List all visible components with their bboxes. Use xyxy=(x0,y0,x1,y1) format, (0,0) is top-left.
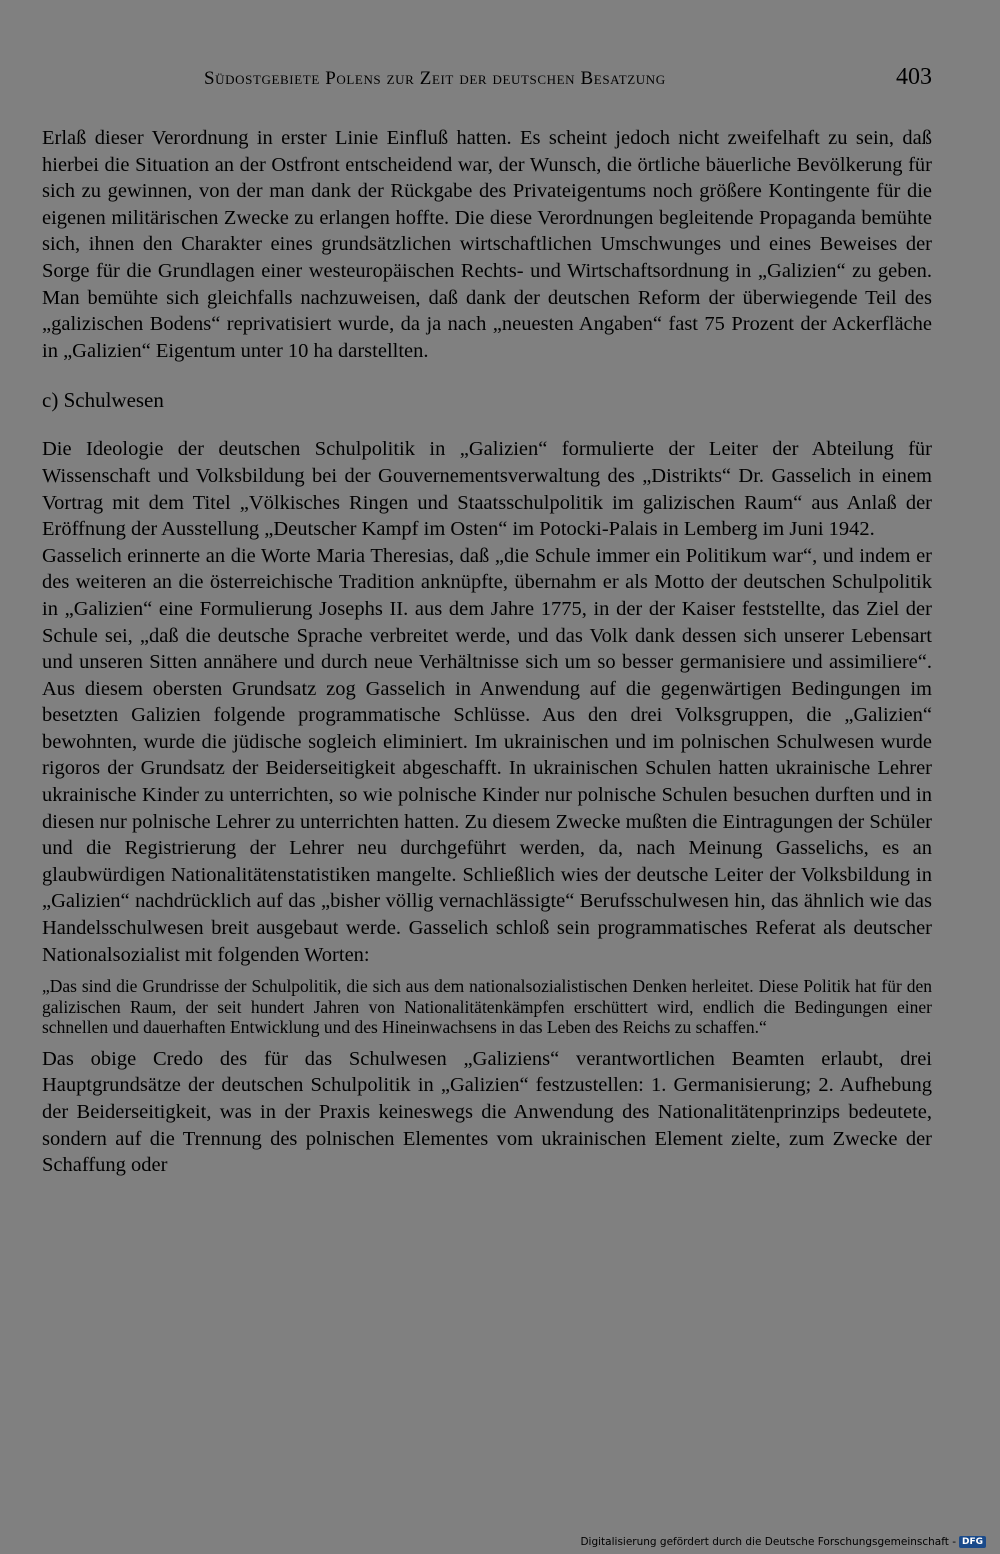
paragraph-1: Erlaß dieser Verordnung in erster Linie Einfluß hatten. Es scheint jedoch nicht zweifelhaft zu sein, daß hierbei die Situation an der Ostfront entscheidend war, der Wunsch, die örtliche bäuerliche Bevölkerung für sich zu gewinnen, von der man dank der Rückgabe des Privateigentums noch größere Kontingente für die eigenen militärischen Zwecke zu erlangen hoffte. Die diese Verordnungen begleitende Propaganda bemühte sich, ihnen den Charakter eines grundsätzlichen wirtschaftlichen Umschwunges und eines Beweises der Sorge für die Grundlagen einer westeuropäischen Rechts- und Wirtschaftsordnung in „Galizien“ zu geben. Man bemühte sich gleichfalls nachzuweisen, daß dank der deutschen Reform der überwiegende Teil des „galizischen Bodens“ reprivatisiert wurde, da ja nach „neuesten Angaben“ fast 75 Prozent der Ackerfläche in „Galizien“ Eigentum unter 10 ha darstellten. xyxy=(42,127,932,362)
footer-text: Digitalisierung gefördert durch die Deutsche Forschungsgemeinschaft - xyxy=(580,1536,956,1548)
paragraph-3: Gasselich erinnerte an die Worte Maria Theresias, daß „die Schule immer ein Politikum war“, und indem er des weiteren an die österreichische Tradition anknüpfte, übernahm er als Motto der deutschen Schulpolitik in „Galizien“ eine Formulierung Josephs II. aus dem Jahre 1775, in der der Kaiser feststellte, das Ziel der Schule sei, „daß die deutsche Sprache verbreitet werde, und das Volk dank dessen sich unserer Lebensart und unseren Sitten annähere und durch neue Verhältnisse sich um so besser germanisiere und assimiliere“. Aus diesem obersten Grundsatz zog Gasselich in Anwendung auf die gegenwärtigen Bedingungen im besetzten Galizien folgende programmatische Schlüsse. Aus den drei Volksgruppen, die „Galizien“ bewohnten, wurde die jüdische sogleich eliminiert. Im ukrainischen und im polnischen Schulwesen wurde rigoros der Grundsatz der Beiderseitigkeit abgeschafft. In ukrainischen Schulen hatten ukrainische Lehrer ukrainische Kinder zu unterrichten, so wie polnische Kinder nur polnische Schulen besuchen durften und in diesen nur polnische Lehrer zu unterrichten hatten. Zu diesem Zwecke mußten die Eintragungen der Schüler und die Registrierung der Lehrer neu durchgeführt werden, da, nach Meinung Gasselichs, es an glaubwürdigen Nationalitätenstatistiken mangelte. Schließlich wies der deutsche Leiter der Volksbildung in „Galizien“ nachdrücklich auf das „bisher völlig vernachlässigte“ Berufsschulwesen hin, das ähnlich wie das Handelsschulwesen breit ausgebaut werde. Gasselich schloß sein programmatisches Referat als deutscher Nationalsozialist mit folgenden Worten: xyxy=(42,544,932,966)
page-number: 403 xyxy=(896,64,932,90)
section-heading: c) Schulwesen xyxy=(42,388,164,413)
block-quote: „Das sind die Grundrisse der Schulpolitik, die sich aus dem nationalsozialistischen Denken herleitet. Diese Politik hat für den galizischen Raum, der seit hundert Jahren von Nationalitätenkämpfen erschüttert wird, endlich die Bedingungen einer schnellen und dauerhaften Entwicklung und des Hineinwachsens in das Leben des Reichs zu schaffen.“ xyxy=(42,976,932,1038)
paragraph-4: Das obige Credo des für das Schulwesen „Galiziens“ verantwortlichen Beamten erlaubt, drei Hauptgrundsätze der deutschen Schulpolitik in „Galizien“ festzustellen: 1. Germanisierung; 2. Aufhebung der Beiderseitigkeit, was in der Praxis keineswegs die Anwendung des Nationalitätenprinzips bedeutete, sondern auf die Trennung des polnischen Elementes vom ukrainischen Element zielte, zum Zwecke der Schaffung oder xyxy=(42,1047,932,1177)
page-header xyxy=(42,64,932,94)
page-body xyxy=(42,125,932,1179)
dfg-logo-icon: DFG xyxy=(959,1536,986,1548)
running-head: Südostgebiete Polens zur Zeit der deutschen Besatzung xyxy=(204,68,666,89)
paragraph-2: Die Ideologie der deutschen Schulpolitik in „Galizien“ formulierte der Leiter der Abteilung für Wissenschaft und Volksbildung bei der Gouvernementsverwaltung des „Distrikts“ Dr. Gasselich in einem Vortrag mit dem Titel „Völkisches Ringen und Staatsschulpolitik im galizischen Raum“ aus Anlaß der Eröffnung der Ausstellung „Deutscher Kampf im Osten“ im Potocki-Palais in Lemberg im Juni 1942. xyxy=(42,438,932,541)
digitization-footer xyxy=(580,1536,986,1548)
